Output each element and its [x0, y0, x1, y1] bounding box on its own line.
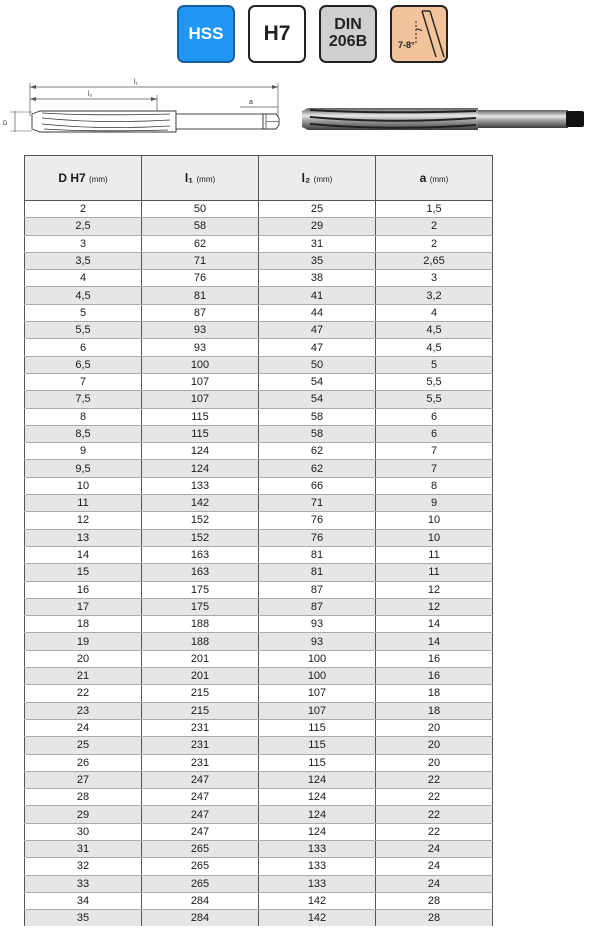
table-cell: 8 — [376, 477, 493, 494]
table-cell: 22 — [376, 771, 493, 788]
table-cell: 142 — [259, 892, 376, 909]
table-cell: 28 — [376, 910, 493, 927]
table-cell: 26 — [25, 754, 142, 771]
table-cell: 7 — [376, 460, 493, 477]
table-row — [25, 564, 493, 581]
dim-d-label: D — [3, 121, 8, 127]
table-cell: 5 — [25, 304, 142, 321]
table-cell: 25 — [25, 737, 142, 754]
table-row — [25, 668, 493, 685]
angle-label: 7-8° — [398, 39, 415, 50]
table-cell: 18 — [376, 702, 493, 719]
table-cell: 5,5 — [376, 391, 493, 408]
table-cell: 247 — [142, 823, 259, 840]
table-cell: 14 — [376, 633, 493, 650]
table-cell: 93 — [259, 633, 376, 650]
table-cell: 93 — [142, 322, 259, 339]
table-cell: 24 — [376, 875, 493, 892]
table-row — [25, 443, 493, 460]
table-row — [25, 754, 493, 771]
table-cell: 16 — [376, 668, 493, 685]
tolerance-label: H7 — [263, 21, 291, 45]
table-cell: 3 — [376, 270, 493, 287]
table-cell: 7 — [25, 373, 142, 390]
table-cell: 11 — [376, 546, 493, 563]
table-cell: 284 — [142, 910, 259, 927]
table-row — [25, 892, 493, 909]
table-row — [25, 616, 493, 633]
table-cell: 100 — [259, 650, 376, 667]
table-cell: 124 — [259, 806, 376, 823]
table-cell: 2 — [25, 201, 142, 218]
table-cell: 5,5 — [25, 322, 142, 339]
table-cell: 22 — [376, 806, 493, 823]
table-cell: 93 — [142, 339, 259, 356]
table-cell: 142 — [259, 910, 376, 927]
table-row — [25, 910, 493, 927]
table-cell: 124 — [259, 771, 376, 788]
table-cell: 87 — [142, 304, 259, 321]
table-cell: 175 — [142, 598, 259, 615]
dimension-table — [24, 155, 493, 926]
table-cell: 231 — [142, 754, 259, 771]
table-cell: 28 — [376, 892, 493, 909]
table-cell: 4 — [376, 304, 493, 321]
table-body — [25, 201, 493, 927]
table-cell: 20 — [376, 754, 493, 771]
table-cell: 142 — [142, 495, 259, 512]
table-row — [25, 719, 493, 736]
table-row — [25, 235, 493, 252]
table-cell: 4,5 — [376, 339, 493, 356]
table-cell: 35 — [25, 910, 142, 927]
reamer-technical-drawing — [0, 76, 290, 146]
table-cell: 10 — [376, 529, 493, 546]
table-cell: 265 — [142, 840, 259, 857]
table-cell: 247 — [142, 806, 259, 823]
table-row — [25, 840, 493, 857]
table-cell: 81 — [259, 564, 376, 581]
table-cell: 62 — [259, 460, 376, 477]
table-cell: 50 — [259, 356, 376, 373]
table-cell: 152 — [142, 512, 259, 529]
table-cell: 62 — [259, 443, 376, 460]
table-cell: 13 — [25, 529, 142, 546]
table-cell: 152 — [142, 529, 259, 546]
table-cell: 247 — [142, 789, 259, 806]
table-cell: 115 — [259, 737, 376, 754]
dim-a-label: a — [249, 99, 253, 106]
table-cell: 231 — [142, 719, 259, 736]
table-cell: 27 — [25, 771, 142, 788]
table-cell: 21 — [25, 668, 142, 685]
table-row — [25, 512, 493, 529]
table-row — [25, 477, 493, 494]
table-cell: 5 — [376, 356, 493, 373]
table-cell: 35 — [259, 252, 376, 269]
table-cell: 24 — [25, 719, 142, 736]
table-cell: 175 — [142, 581, 259, 598]
table-cell: 76 — [142, 270, 259, 287]
table-cell: 4,5 — [376, 322, 493, 339]
table-cell: 19 — [25, 633, 142, 650]
table-cell: 7 — [376, 443, 493, 460]
table-cell: 215 — [142, 685, 259, 702]
table-row — [25, 581, 493, 598]
table-row — [25, 322, 493, 339]
table-cell: 265 — [142, 875, 259, 892]
table-row — [25, 495, 493, 512]
table-cell: 81 — [259, 546, 376, 563]
table-cell: 14 — [25, 546, 142, 563]
table-cell: 41 — [259, 287, 376, 304]
table-cell: 6,5 — [25, 356, 142, 373]
table-row — [25, 425, 493, 442]
table-cell: 115 — [259, 754, 376, 771]
table-cell: 4 — [25, 270, 142, 287]
table-cell: 163 — [142, 546, 259, 563]
table-cell: 30 — [25, 823, 142, 840]
table-cell: 22 — [25, 685, 142, 702]
table-cell: 20 — [25, 650, 142, 667]
table-cell: 32 — [25, 858, 142, 875]
table-cell: 24 — [376, 858, 493, 875]
standard-badge — [319, 5, 377, 63]
table-cell: 2 — [376, 235, 493, 252]
table-cell: 3,5 — [25, 252, 142, 269]
table-row — [25, 806, 493, 823]
table-cell: 188 — [142, 633, 259, 650]
table-row — [25, 685, 493, 702]
table-cell: 58 — [142, 218, 259, 235]
table-cell: 66 — [259, 477, 376, 494]
table-cell: 18 — [25, 616, 142, 633]
table-row — [25, 218, 493, 235]
table-cell: 124 — [142, 460, 259, 477]
table-cell: 87 — [259, 598, 376, 615]
table-cell: 133 — [142, 477, 259, 494]
table-cell: 6 — [376, 408, 493, 425]
table-cell: 133 — [259, 875, 376, 892]
table-cell: 15 — [25, 564, 142, 581]
table-row — [25, 771, 493, 788]
table-cell: 16 — [25, 581, 142, 598]
table-cell: 107 — [142, 373, 259, 390]
table-cell: 3 — [25, 235, 142, 252]
table-row — [25, 789, 493, 806]
table-row — [25, 460, 493, 477]
header-diameter: D H7 (mm) — [25, 156, 142, 201]
table-cell: 107 — [259, 685, 376, 702]
table-cell: 23 — [25, 702, 142, 719]
table-cell: 6 — [376, 425, 493, 442]
table-row — [25, 287, 493, 304]
table-cell: 16 — [376, 650, 493, 667]
table-cell: 81 — [142, 287, 259, 304]
table-row — [25, 546, 493, 563]
table-cell: 22 — [376, 823, 493, 840]
table-row — [25, 408, 493, 425]
table-cell: 33 — [25, 875, 142, 892]
spiral-angle-icon — [392, 7, 446, 61]
table-cell: 215 — [142, 702, 259, 719]
standard-label-line1: DIN — [334, 16, 362, 34]
table-cell: 54 — [259, 373, 376, 390]
table-cell: 115 — [142, 408, 259, 425]
table-cell: 1,5 — [376, 201, 493, 218]
table-cell: 14 — [376, 616, 493, 633]
table-cell: 231 — [142, 737, 259, 754]
table-cell: 8 — [25, 408, 142, 425]
table-cell: 87 — [259, 581, 376, 598]
table-cell: 25 — [259, 201, 376, 218]
table-row — [25, 201, 493, 218]
table-row — [25, 304, 493, 321]
table-cell: 24 — [376, 840, 493, 857]
table-cell: 201 — [142, 668, 259, 685]
table-cell: 107 — [259, 702, 376, 719]
standard-label-line2: 206B — [328, 33, 368, 50]
table-cell: 7,5 — [25, 391, 142, 408]
table-row — [25, 339, 493, 356]
table-cell: 34 — [25, 892, 142, 909]
table-cell: 100 — [259, 668, 376, 685]
table-row — [25, 356, 493, 373]
table-row — [25, 650, 493, 667]
table-cell: 47 — [259, 339, 376, 356]
table-cell: 133 — [259, 840, 376, 857]
table-cell: 62 — [142, 235, 259, 252]
table-cell: 28 — [25, 789, 142, 806]
table-cell: 2,65 — [376, 252, 493, 269]
table-cell: 9,5 — [25, 460, 142, 477]
table-row — [25, 598, 493, 615]
table-cell: 124 — [142, 443, 259, 460]
header-flute-length: l₂ (mm) — [259, 156, 376, 201]
table-cell: 58 — [259, 408, 376, 425]
table-cell: 163 — [142, 564, 259, 581]
table-row — [25, 858, 493, 875]
table-cell: 50 — [142, 201, 259, 218]
table-cell: 115 — [259, 719, 376, 736]
table-row — [25, 737, 493, 754]
table-cell: 124 — [259, 789, 376, 806]
table-cell: 107 — [142, 391, 259, 408]
table-cell: 247 — [142, 771, 259, 788]
table-header-row — [25, 156, 493, 201]
header-square-size: a (mm) — [376, 156, 493, 201]
dim-l2-label: l₂ — [88, 91, 93, 98]
table-row — [25, 633, 493, 650]
table-cell: 71 — [142, 252, 259, 269]
table-cell: 2 — [376, 218, 493, 235]
table-cell: 12 — [25, 512, 142, 529]
table-cell: 6 — [25, 339, 142, 356]
table-cell: 10 — [376, 512, 493, 529]
table-row — [25, 391, 493, 408]
table-cell: 5,5 — [376, 373, 493, 390]
table-cell: 93 — [259, 616, 376, 633]
table-cell: 201 — [142, 650, 259, 667]
table-cell: 188 — [142, 616, 259, 633]
table-cell: 38 — [259, 270, 376, 287]
header-overall-length: l₁ (mm) — [142, 156, 259, 201]
table-cell: 4,5 — [25, 287, 142, 304]
material-label: HSS — [188, 24, 224, 44]
table-cell: 265 — [142, 858, 259, 875]
material-badge — [177, 5, 235, 63]
table-cell: 133 — [259, 858, 376, 875]
table-cell: 17 — [25, 598, 142, 615]
table-cell: 76 — [259, 512, 376, 529]
table-cell: 8,5 — [25, 425, 142, 442]
table-row — [25, 373, 493, 390]
table-cell: 124 — [259, 823, 376, 840]
table-cell: 31 — [25, 840, 142, 857]
table-cell: 100 — [142, 356, 259, 373]
table-cell: 12 — [376, 581, 493, 598]
table-cell: 12 — [376, 598, 493, 615]
table-cell: 18 — [376, 685, 493, 702]
table-cell: 20 — [376, 737, 493, 754]
table-cell: 29 — [259, 218, 376, 235]
table-cell: 115 — [142, 425, 259, 442]
table-cell: 44 — [259, 304, 376, 321]
table-cell: 9 — [25, 443, 142, 460]
table-cell: 29 — [25, 806, 142, 823]
table-cell: 284 — [142, 892, 259, 909]
table-cell: 76 — [259, 529, 376, 546]
table-cell: 58 — [259, 425, 376, 442]
tolerance-badge — [248, 5, 306, 63]
table-row — [25, 270, 493, 287]
table-row — [25, 875, 493, 892]
table-cell: 11 — [25, 495, 142, 512]
table-cell: 3,2 — [376, 287, 493, 304]
table-cell: 47 — [259, 322, 376, 339]
table-row — [25, 702, 493, 719]
reamer-photo — [300, 100, 590, 142]
angle-badge — [390, 5, 448, 63]
table-cell: 11 — [376, 564, 493, 581]
table-cell: 10 — [25, 477, 142, 494]
dim-l1-label: l₁ — [134, 79, 138, 86]
table-cell: 71 — [259, 495, 376, 512]
table-row — [25, 823, 493, 840]
table-cell: 54 — [259, 391, 376, 408]
table-cell: 22 — [376, 789, 493, 806]
table-row — [25, 252, 493, 269]
spec-badges — [177, 5, 448, 63]
table-cell: 2,5 — [25, 218, 142, 235]
table-cell: 9 — [376, 495, 493, 512]
table-cell: 20 — [376, 719, 493, 736]
table-cell: 31 — [259, 235, 376, 252]
table-row — [25, 529, 493, 546]
